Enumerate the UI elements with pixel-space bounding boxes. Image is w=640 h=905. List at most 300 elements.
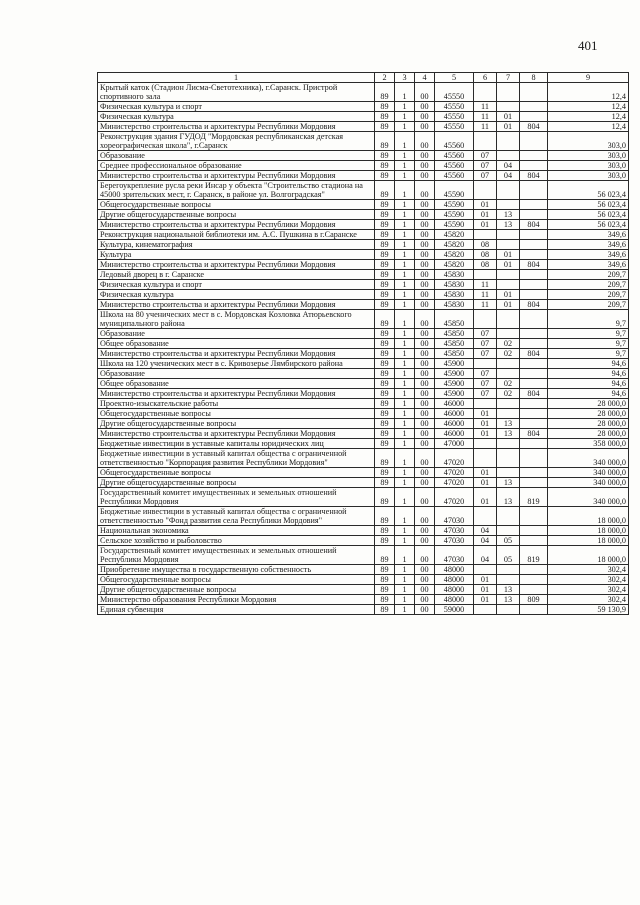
code-cell: 1 [395,526,415,536]
code-cell: 89 [375,605,395,615]
code-cell: 89 [375,359,395,369]
row-name-cell: Реконструкция здания ГУДОД "Мордовская республиканская детская хореографическая школа", г.Саранск [98,132,375,151]
row-name-cell: Реконструкция национальной библиотеки им. А.С. Пушкина в г.Саранске [98,230,375,240]
code-cell: 00 [415,112,435,122]
row-name-cell: Культура, кинематография [98,240,375,250]
code-cell: 89 [375,429,395,439]
table-row [98,468,629,478]
row-name-cell: Ледовый дворец в г. Саранске [98,270,375,280]
code-cell: 45900 [435,389,474,399]
code-cell: 59000 [435,605,474,615]
subsection-cell: 01 [497,250,520,260]
code-cell: 89 [375,389,395,399]
code-cell: 45900 [435,359,474,369]
row-name-cell: Образование [98,369,375,379]
amount-cell: 28 000,0 [548,429,629,439]
code-cell: 1 [395,419,415,429]
code-cell: 89 [375,546,395,565]
code-cell: 89 [375,270,395,280]
section-cell: 07 [474,171,497,181]
code-cell: 46000 [435,429,474,439]
code-cell: 1 [395,389,415,399]
ministry-code-cell [520,409,548,419]
code-cell: 45550 [435,102,474,112]
section-cell: 01 [474,210,497,220]
code-cell: 00 [415,449,435,468]
code-cell: 1 [395,565,415,575]
code-cell: 00 [415,132,435,151]
code-cell: 45850 [435,310,474,329]
code-cell: 45850 [435,329,474,339]
table-row [98,151,629,161]
code-cell: 45560 [435,171,474,181]
code-cell: 89 [375,171,395,181]
code-cell: 89 [375,369,395,379]
ministry-code-cell: 804 [520,349,548,359]
code-cell: 00 [415,349,435,359]
section-cell [474,449,497,468]
amount-cell: 56 023,4 [548,200,629,210]
subsection-cell [497,399,520,409]
code-cell: 1 [395,369,415,379]
code-cell: 89 [375,102,395,112]
ministry-code-cell: 804 [520,389,548,399]
row-name-cell: Приобретение имущества в государственную собственность [98,565,375,575]
code-cell: 1 [395,429,415,439]
table-row [98,595,629,605]
amount-cell: 340 000,0 [548,488,629,507]
ministry-code-cell [520,565,548,575]
code-cell: 1 [395,468,415,478]
code-cell: 1 [395,329,415,339]
code-cell: 89 [375,122,395,132]
amount-cell: 340 000,0 [548,449,629,468]
code-cell: 00 [415,290,435,300]
code-cell: 47030 [435,536,474,546]
table-row [98,310,629,329]
table-row [98,439,629,449]
section-cell: 01 [474,468,497,478]
ministry-code-cell [520,575,548,585]
code-cell: 00 [415,250,435,260]
column-header: 2 [375,73,395,83]
amount-cell: 209,7 [548,300,629,310]
subsection-cell: 05 [497,536,520,546]
table-row [98,300,629,310]
code-cell: 47020 [435,449,474,468]
code-cell: 46000 [435,399,474,409]
section-cell [474,83,497,102]
column-header: 8 [520,73,548,83]
amount-cell: 349,6 [548,230,629,240]
subsection-cell: 13 [497,210,520,220]
code-cell: 1 [395,409,415,419]
code-cell: 45820 [435,240,474,250]
section-cell: 08 [474,240,497,250]
table-row [98,220,629,230]
code-cell: 89 [375,399,395,409]
code-cell: 48000 [435,585,474,595]
code-cell: 45550 [435,122,474,132]
section-cell [474,439,497,449]
subsection-cell [497,200,520,210]
subsection-cell [497,230,520,240]
table-row [98,181,629,200]
code-cell: 1 [395,478,415,488]
code-cell: 89 [375,595,395,605]
subsection-cell [497,605,520,615]
row-name-cell: Министерство образования Республики Мордовия [98,595,375,605]
row-name-cell: Школа на 80 ученических мест в с. Мордовская Козловка Атюрьевского муниципального района [98,310,375,329]
table-row [98,419,629,429]
code-cell: 48000 [435,575,474,585]
table-row [98,565,629,575]
table-body [98,83,629,615]
amount-cell: 28 000,0 [548,419,629,429]
ministry-code-cell [520,468,548,478]
ministry-code-cell [520,605,548,615]
code-cell: 45560 [435,161,474,171]
ministry-code-cell [520,210,548,220]
code-cell: 89 [375,310,395,329]
section-cell: 01 [474,595,497,605]
code-cell: 00 [415,161,435,171]
code-cell: 00 [415,439,435,449]
section-cell: 08 [474,260,497,270]
subsection-cell [497,83,520,102]
code-cell: 89 [375,260,395,270]
code-cell: 89 [375,329,395,339]
section-cell: 04 [474,526,497,536]
code-cell: 89 [375,112,395,122]
ministry-code-cell [520,161,548,171]
ministry-code-cell: 809 [520,595,548,605]
code-cell: 00 [415,526,435,536]
subsection-cell: 13 [497,585,520,595]
code-cell: 00 [415,240,435,250]
ministry-code-cell [520,290,548,300]
row-name-cell: Министерство строительства и архитектуры Республики Мордовия [98,389,375,399]
code-cell: 00 [415,507,435,526]
table-row [98,329,629,339]
table-row [98,585,629,595]
code-cell: 00 [415,409,435,419]
amount-cell: 94,6 [548,389,629,399]
code-cell: 1 [395,536,415,546]
code-cell: 48000 [435,595,474,605]
amount-cell: 56 023,4 [548,210,629,220]
subsection-cell [497,369,520,379]
code-cell: 00 [415,300,435,310]
subsection-cell: 13 [497,419,520,429]
code-cell: 89 [375,478,395,488]
code-cell: 45900 [435,369,474,379]
code-cell: 00 [415,369,435,379]
row-name-cell: Министерство строительства и архитектуры Республики Мордовия [98,220,375,230]
code-cell: 89 [375,210,395,220]
subsection-cell [497,507,520,526]
row-name-cell: Физическая культура [98,112,375,122]
table-row [98,605,629,615]
code-cell: 00 [415,468,435,478]
subsection-cell: 01 [497,112,520,122]
table-row [98,250,629,260]
section-cell: 01 [474,200,497,210]
code-cell: 1 [395,349,415,359]
subsection-cell: 05 [497,546,520,565]
table-row [98,122,629,132]
code-cell: 45820 [435,230,474,240]
column-header: 4 [415,73,435,83]
code-cell: 1 [395,339,415,349]
ministry-code-cell: 804 [520,429,548,439]
section-cell: 01 [474,585,497,595]
table-row [98,507,629,526]
amount-cell: 302,4 [548,595,629,605]
code-cell: 1 [395,507,415,526]
code-cell: 1 [395,359,415,369]
row-name-cell: Общее образование [98,339,375,349]
row-name-cell: Единая субвенция [98,605,375,615]
code-cell: 00 [415,280,435,290]
code-cell: 89 [375,280,395,290]
section-cell [474,605,497,615]
amount-cell: 358 000,0 [548,439,629,449]
table-row [98,359,629,369]
subsection-cell: 13 [497,595,520,605]
subsection-cell: 02 [497,339,520,349]
code-cell: 89 [375,575,395,585]
amount-cell: 56 023,4 [548,181,629,200]
code-cell: 1 [395,200,415,210]
row-name-cell: Образование [98,329,375,339]
amount-cell: 9,7 [548,329,629,339]
code-cell: 1 [395,171,415,181]
ministry-code-cell [520,132,548,151]
column-header: 9 [548,73,629,83]
code-cell: 89 [375,181,395,200]
code-cell: 89 [375,507,395,526]
code-cell: 1 [395,161,415,171]
section-cell: 01 [474,429,497,439]
table-row [98,260,629,270]
amount-cell: 12,4 [548,122,629,132]
code-cell: 00 [415,329,435,339]
code-cell: 00 [415,102,435,112]
ministry-code-cell [520,230,548,240]
code-cell: 00 [415,575,435,585]
subsection-cell [497,240,520,250]
table-row [98,536,629,546]
code-cell: 89 [375,439,395,449]
section-cell: 07 [474,349,497,359]
code-cell: 00 [415,122,435,132]
ministry-code-cell [520,419,548,429]
code-cell: 45830 [435,280,474,290]
ministry-code-cell [520,449,548,468]
ministry-code-cell [520,507,548,526]
amount-cell: 303,0 [548,132,629,151]
code-cell: 00 [415,210,435,220]
section-cell: 07 [474,329,497,339]
code-cell: 47030 [435,526,474,536]
code-cell: 1 [395,290,415,300]
ministry-code-cell [520,526,548,536]
code-cell: 89 [375,220,395,230]
code-cell: 89 [375,200,395,210]
amount-cell: 302,4 [548,575,629,585]
code-cell: 89 [375,339,395,349]
amount-cell: 59 130,9 [548,605,629,615]
code-cell: 00 [415,389,435,399]
code-cell: 89 [375,151,395,161]
code-cell: 89 [375,290,395,300]
ministry-code-cell [520,310,548,329]
code-cell: 45550 [435,83,474,102]
subsection-cell: 13 [497,220,520,230]
ministry-code-cell [520,151,548,161]
subsection-cell: 13 [497,429,520,439]
subsection-cell [497,132,520,151]
row-name-cell: Другие общегосударственные вопросы [98,585,375,595]
amount-cell: 12,4 [548,112,629,122]
table-row [98,270,629,280]
subsection-cell [497,439,520,449]
section-cell [474,310,497,329]
amount-cell: 18 000,0 [548,526,629,536]
section-cell: 11 [474,102,497,112]
subsection-cell [497,409,520,419]
code-cell: 1 [395,122,415,132]
amount-cell: 28 000,0 [548,399,629,409]
amount-cell: 94,6 [548,379,629,389]
ministry-code-cell [520,399,548,409]
row-name-cell: Государственный комитет имущественных и земельных отношений Республики Мордовия [98,546,375,565]
ministry-code-cell: 804 [520,171,548,181]
section-cell: 11 [474,300,497,310]
table-row [98,399,629,409]
code-cell: 89 [375,83,395,102]
row-name-cell: Крытый каток (Стадион Лисма-Светотехника), г.Саранск. Пристрой спортивного зала [98,83,375,102]
code-cell: 00 [415,83,435,102]
amount-cell: 18 000,0 [548,536,629,546]
row-name-cell: Общегосударственные вопросы [98,409,375,419]
table-row [98,339,629,349]
subsection-cell: 01 [497,300,520,310]
ministry-code-cell [520,379,548,389]
amount-cell: 9,7 [548,339,629,349]
subsection-cell: 13 [497,478,520,488]
section-cell: 01 [474,575,497,585]
code-cell: 45560 [435,132,474,151]
code-cell: 1 [395,102,415,112]
page-number: 401 [578,38,598,53]
code-cell: 00 [415,605,435,615]
table-row [98,546,629,565]
table-row [98,379,629,389]
table-row [98,171,629,181]
ministry-code-cell [520,181,548,200]
ministry-code-cell [520,280,548,290]
code-cell: 1 [395,151,415,161]
code-cell: 00 [415,379,435,389]
amount-cell: 302,4 [548,585,629,595]
code-cell: 00 [415,200,435,210]
table-row [98,280,629,290]
subsection-cell: 01 [497,260,520,270]
code-cell: 89 [375,240,395,250]
code-cell: 89 [375,419,395,429]
row-name-cell: Другие общегосударственные вопросы [98,478,375,488]
budget-table [97,72,629,615]
subsection-cell [497,102,520,112]
code-cell: 1 [395,240,415,250]
code-cell: 45820 [435,250,474,260]
table-row [98,349,629,359]
ministry-code-cell [520,369,548,379]
subsection-cell: 13 [497,488,520,507]
code-cell: 89 [375,132,395,151]
code-cell: 89 [375,488,395,507]
row-name-cell: Министерство строительства и архитектуры Республики Мордовия [98,429,375,439]
code-cell: 00 [415,310,435,329]
subsection-cell [497,181,520,200]
amount-cell: 9,7 [548,310,629,329]
subsection-cell: 02 [497,389,520,399]
table-row [98,478,629,488]
section-cell: 11 [474,112,497,122]
table-row [98,210,629,220]
column-header: 5 [435,73,474,83]
row-name-cell: Общегосударственные вопросы [98,200,375,210]
ministry-code-cell [520,112,548,122]
ministry-code-cell [520,359,548,369]
code-cell: 1 [395,250,415,260]
ministry-code-cell [520,102,548,112]
ministry-code-cell [520,250,548,260]
table-row [98,389,629,399]
amount-cell: 12,4 [548,83,629,102]
ministry-code-cell: 819 [520,488,548,507]
code-cell: 89 [375,449,395,468]
ministry-code-cell: 804 [520,260,548,270]
code-cell: 00 [415,181,435,200]
section-cell: 04 [474,546,497,565]
code-cell: 00 [415,419,435,429]
ministry-code-cell [520,200,548,210]
row-name-cell: Физическая культура [98,290,375,300]
code-cell: 89 [375,409,395,419]
code-cell: 00 [415,536,435,546]
row-name-cell: Культура [98,250,375,260]
table-row [98,230,629,240]
code-cell: 45830 [435,270,474,280]
row-name-cell: Образование [98,151,375,161]
subsection-cell: 04 [497,161,520,171]
code-cell: 89 [375,250,395,260]
code-cell: 89 [375,379,395,389]
code-cell: 1 [395,605,415,615]
code-cell: 1 [395,399,415,409]
subsection-cell [497,526,520,536]
code-cell: 89 [375,300,395,310]
table-row [98,132,629,151]
code-cell: 45590 [435,210,474,220]
code-cell: 47030 [435,507,474,526]
section-cell: 11 [474,280,497,290]
amount-cell: 56 023,4 [548,220,629,230]
code-cell: 89 [375,526,395,536]
